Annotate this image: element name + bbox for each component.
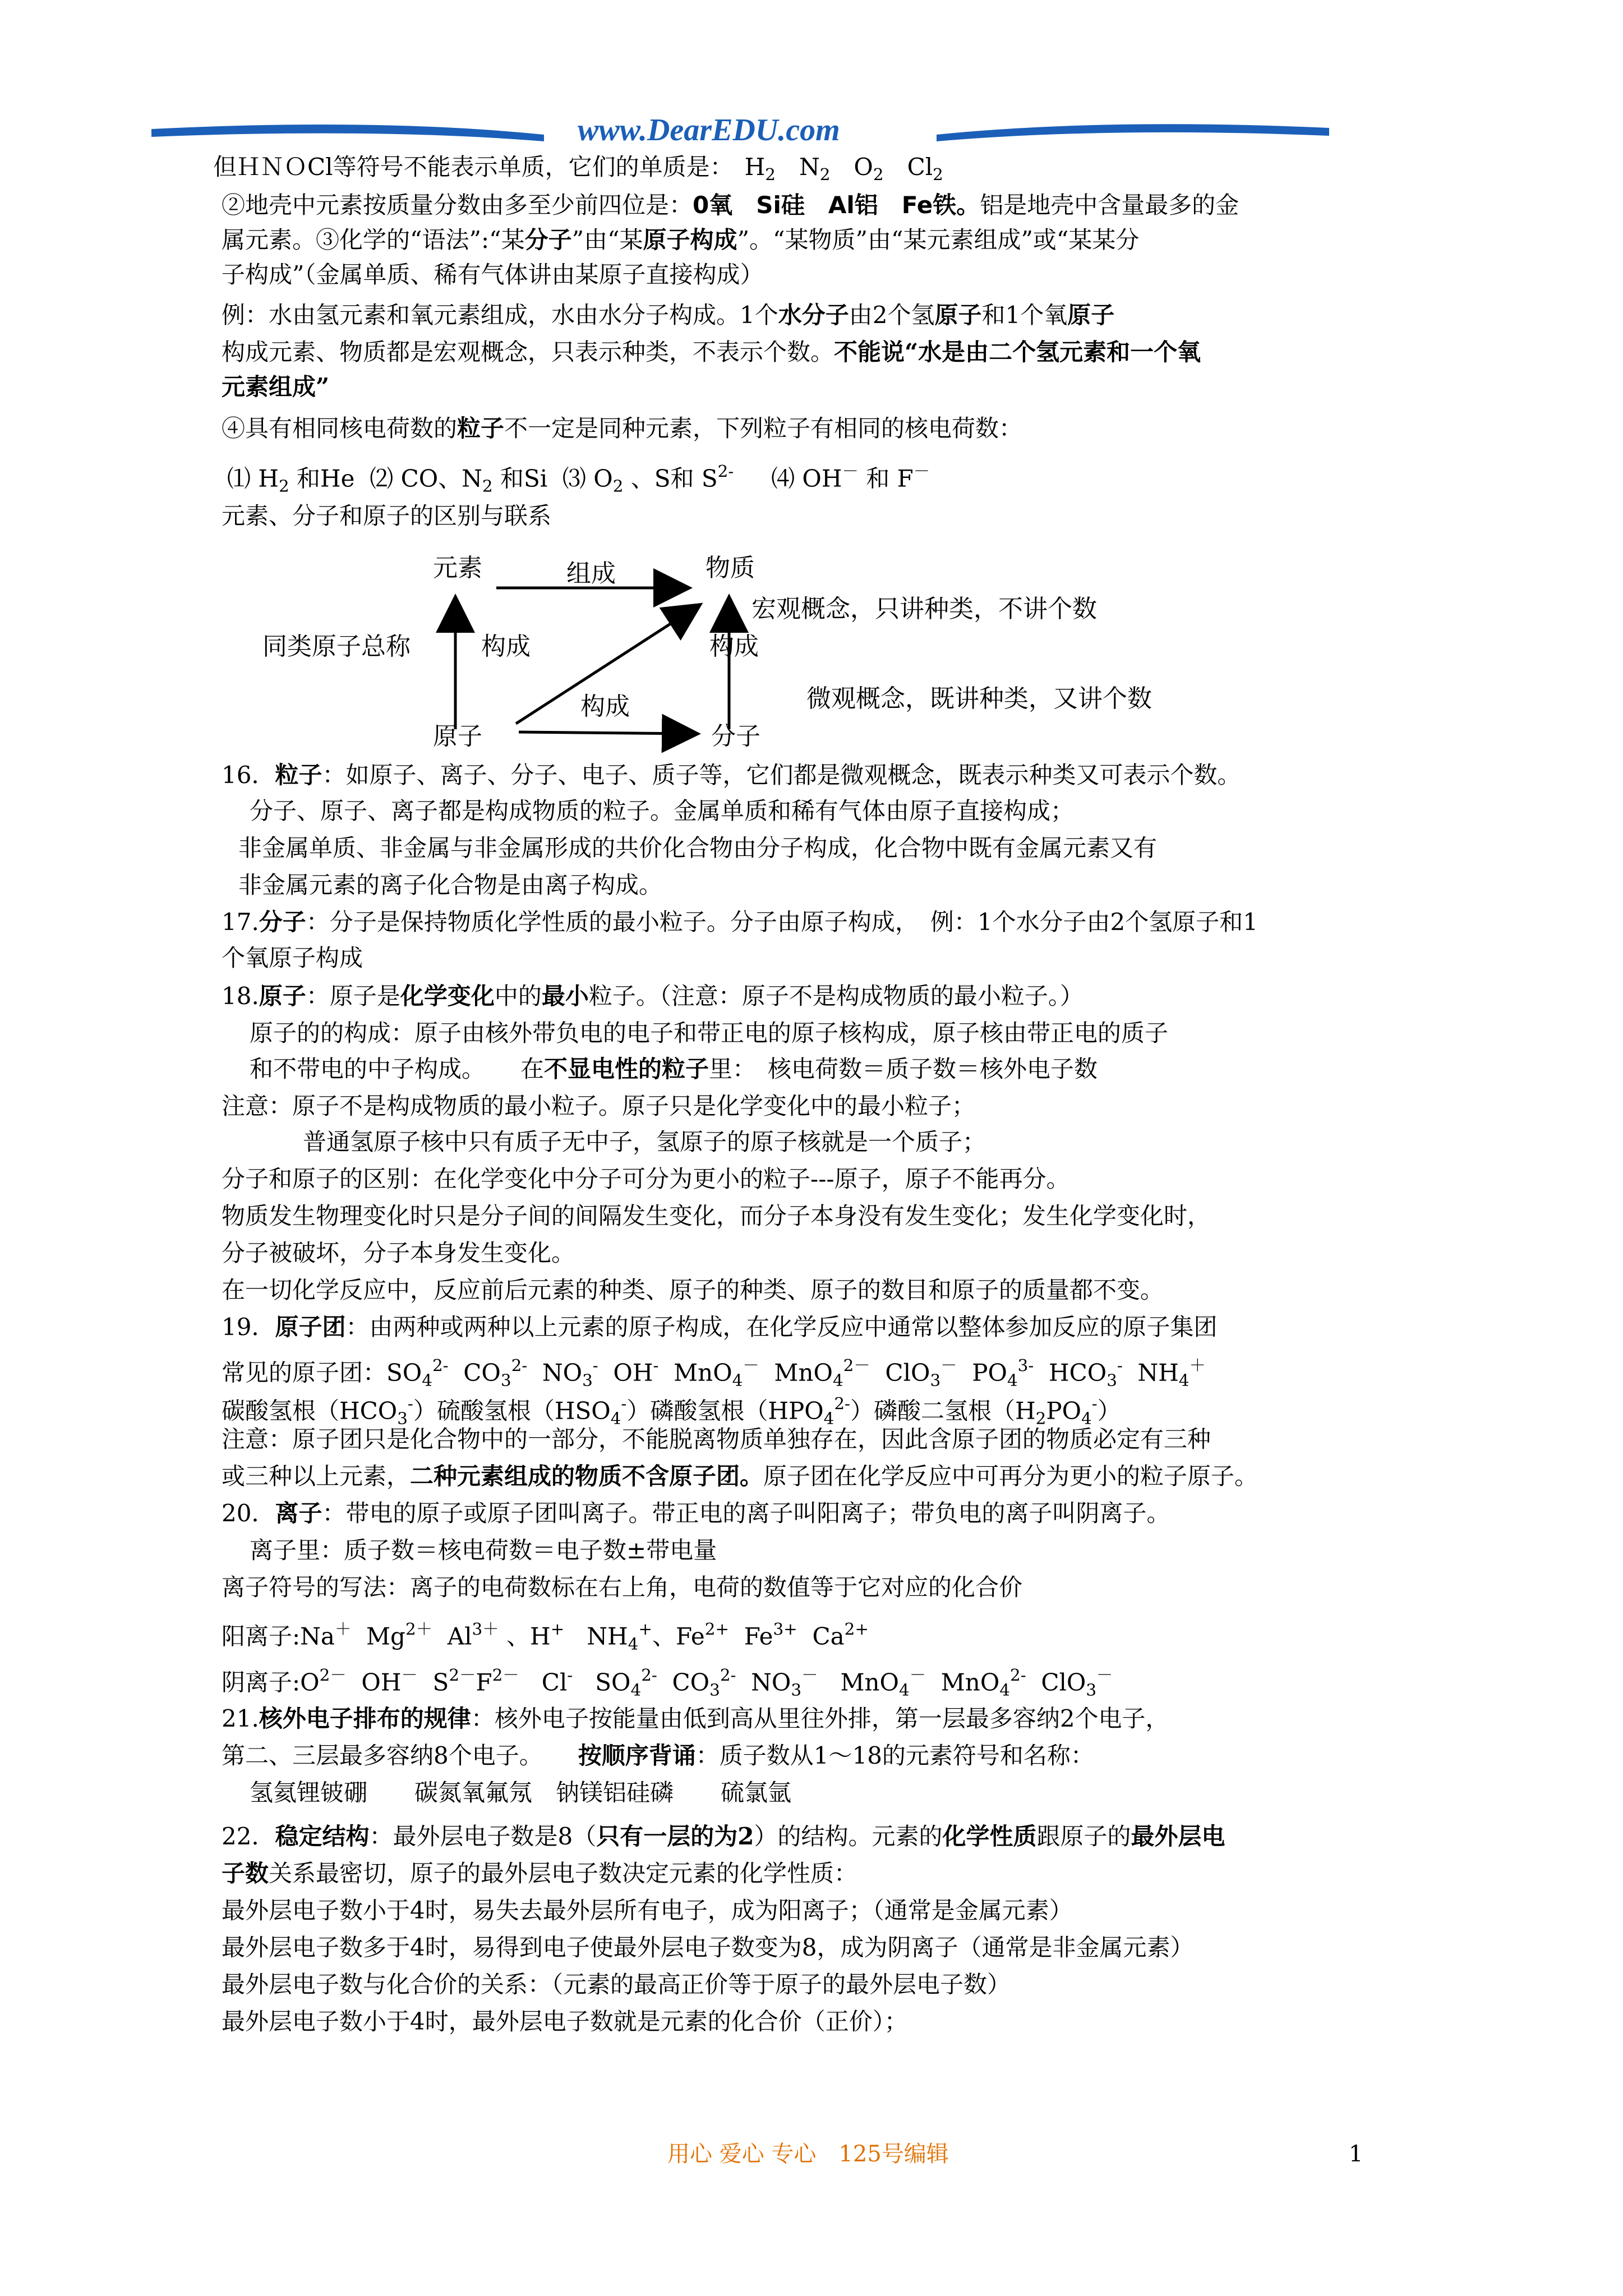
section-20-anions: 阴离子$:O^{2-}$ OH－ $S^{2-}F^{2-}$ Cl- $SO_4^{2-}$ $CO_3^{2-}$ $NO_3^-$ MnO$_4$－ MnO$_4^{2-}$ ClO$_3$－ <box>222 1665 1113 1700</box>
diagram-element-node: 元素 <box>433 554 482 582</box>
section-19-line-4: 注意：原子团只是化合物中的一部分，不能脱离物质单独存在，因此含原子团的物质必定有三种 <box>222 1425 1211 1453</box>
section-18-line-2: 原子的的构成：原子由核外带负电的电子和带正电的原子核构成，原子核由带正电的质子 <box>250 1019 1169 1047</box>
line-simple-substances: 但ＨＮＯCl等符号不能表示单质，它们的单质是： $H_2$ $N_2$ $O_2$ $Cl_2$ <box>213 153 943 184</box>
diagram-atom-node: 原子 <box>433 722 482 751</box>
diagram-micro-note: 微观概念，既讲种类，又讲个数 <box>806 684 1152 713</box>
section-16-line-3: 非金属单质、非金属与非金属形成的共价化合物由分子构成，化合物中既有金属元素又有 <box>238 834 1158 862</box>
section-22-line-4: 最外层电子数多于4时，易得到电子使最外层电子数变为8，成为阴离子（通常是非金属元素） <box>222 1934 1194 1961</box>
footer-text: 用心 爱心 专心 125号编辑 <box>667 2141 949 2167</box>
section-16-line-2: 分子、原子、离子都是构成物质的粒子。金属单质和稀有气体由原子直接构成； <box>250 797 1075 825</box>
section-19-line-5: 或三种以上元素，二种元素组成的物质不含原子团。原子团在化学反应中可再分为更小的粒子原子。 <box>222 1462 1258 1490</box>
section-17-line-2: 个氧原子构成 <box>222 944 363 972</box>
section-22-stable-structure: 22．稳定结构：最外层电子数是8（只有一层的为2）的结构。元素的化学性质跟原子的最外层电 <box>222 1823 1225 1850</box>
page-number: 1 <box>1349 2141 1363 2167</box>
section-22-line-2: 子数关系最密切，原子的最外层电子数决定元素的化学性质： <box>222 1860 858 1887</box>
section-19-acid-radicals: 碳酸氢根$(HCO_3^-)$硫酸氢根$(HSO_4^-)$磷酸氢根$(HPO_4^{2-})$磷酸二氢根$(H_2PO_4^-)$ <box>222 1394 1121 1428</box>
section-18-line-6: 分子和原子的区别：在化学变化中分子可分为更小的粒子---原子，原子不能再分。 <box>222 1165 1070 1193</box>
section-19-common-radicals: 常见的原子团：$SO_4^{2-}$ $CO_3^{2-}$ $NO_3^-$ OH- MnO$_4$－ MnO$_4^{2-}$ ClO$_3$－ $PO_4^{3-}$ $HCO_3^-$ $NH_4^+$ <box>222 1356 1206 1390</box>
diagram-molecule-node: 分子 <box>711 722 760 751</box>
section-16-particle: 16．粒子：如原子、离子、分子、电子、质子等，它们都是微观概念，既表示种类又可表示个数。 <box>222 761 1241 789</box>
section-20-line-2: 离子里：质子数＝核电荷数＝电子数±带电量 <box>250 1536 717 1564</box>
section-21-element-names: 氢氦锂铍硼 碳氮氧氟氖 钠镁铝硅磷 硫氯氩 <box>250 1779 792 1806</box>
section-22-line-6: 最外层电子数小于4时，最外层电子数就是元素的化合价（正价）； <box>222 2008 908 2035</box>
section-18-line-4: 注意：原子不是构成物质的最小粒子。原子只是化学变化中的最小粒子； <box>222 1092 976 1120</box>
section-16-line-4: 非金属元素的离子化合物是由离子构成。 <box>238 871 663 899</box>
line-element-composition: 元素组成” <box>222 373 330 401</box>
line-diagram-title: 元素、分子和原子的区别与联系 <box>222 502 552 530</box>
diagram-compose-label: 组成 <box>566 559 616 588</box>
section-21-electron-rules: 21.核外电子排布的规律：核外电子按能量由低到高从里往外排，第一层最多容纳2个电子， <box>222 1705 1169 1732</box>
section-18-atom: 18.原子：原子是化学变化中的最小粒子。（注意：原子不是构成物质的最小粒子。） <box>222 982 1083 1010</box>
section-18-line-9: 在一切化学反应中，反应前后元素的种类、原子的种类、原子的数目和原子的质量都不变。 <box>222 1276 1164 1304</box>
section-22-line-3: 最外层电子数小于4时，易失去最外层所有电子，成为阳离子；（通常是金属元素） <box>222 1897 1073 1924</box>
section-18-line-7: 物质发生物理变化时只是分子间的间隔发生变化，而分子本身没有发生变化；发生化学变化时， <box>222 1202 1211 1230</box>
diagram-constitute-label-right: 构成 <box>709 632 759 661</box>
diagram-macro-note: 宏观概念，只讲种类，不讲个数 <box>751 595 1097 623</box>
line-metal-note: 子构成”（金属单质、稀有气体讲由某原子直接构成） <box>222 261 764 288</box>
line-crust-elements: ②地壳中元素按质量分数由多至少前四位是：0氧 Si硅 Al铝 Fe铁。铝是地壳中含量最多的金 <box>222 191 1239 219</box>
site-url[interactable]: www.DearEDU.com <box>578 113 840 148</box>
section-19-radical: 19．原子团：由两种或两种以上元素的原子构成，在化学反应中通常以整体参加反应的原子集团 <box>222 1313 1218 1341</box>
line-nuclear-charge: ④具有相同核电荷数的粒子不一定是同种元素，下列粒子有相同的核电荷数： <box>222 415 1023 442</box>
diagram-constitute-label-bottom: 构成 <box>580 692 630 721</box>
diagram-substance-node: 物质 <box>706 554 755 582</box>
section-22-line-5: 最外层电子数与化合价的关系：（元素的最高正价等于原子的最外层电子数） <box>222 1971 1011 1998</box>
diagram-constitute-label-left: 构成 <box>481 632 531 661</box>
section-18-line-3: 和不带电的中子构成。 在不显电性的粒子里： 核电荷数＝质子数＝核外电子数 <box>250 1055 1098 1083</box>
section-21-line-2: 第二、三层最多容纳8个电子。 按顺序背诵：质子数从1～18的元素符号和名称： <box>222 1742 1094 1769</box>
section-20-cations: 阳离子:Na＋ $Mg^{2+}$ $Al^{3+}$ 、H+ $NH_4^+$、$Fe^{2+}$ $Fe^{3+}$ $Ca^{2+}$ <box>222 1619 869 1654</box>
section-17-molecule: 17.分子：分子是保持物质化学性质的最小粒子。分子由原子构成， 例：1个水分子由2个氢原子和1 <box>222 908 1258 936</box>
section-18-line-8: 分子被破坏，分子本身发生变化。 <box>222 1239 575 1267</box>
line-macro-concept: 构成元素、物质都是宏观概念，只表示种类，不表示个数。不能说“水是由二个氢元素和一个氧 <box>222 338 1201 366</box>
line-water-example: 例：水由氢元素和氧元素组成，水由水分子构成。1个水分子由2个氢原子和1个氧原子 <box>222 301 1115 329</box>
section-20-line-3: 离子符号的写法：离子的电荷数标在右上角，电荷的数值等于它对应的化合价 <box>222 1573 1023 1601</box>
diagram-same-atoms-label: 同类原子总称 <box>262 632 411 661</box>
section-18-line-5: 普通氢原子核中只有质子无中子，氢原子的原子核就是一个质子； <box>303 1128 986 1156</box>
section-20-ion: 20．离子：带电的原子或原子团叫离子。带正电的离子叫阳离子；带负电的离子叫阴离子。 <box>222 1499 1170 1527</box>
line-same-charge-groups: ⑴ $H_2$ 和He ⑵ CO、$N_2$ 和Si ⑶ $O_2$ 、S和 $S^{2-}$ ⑷ OH－ 和 F－ <box>227 462 930 496</box>
line-grammar: 属元素。③化学的“语法”:“某分子”由“某原子构成”。“某物质”由“某元素组成”或“某某分 <box>222 226 1140 254</box>
